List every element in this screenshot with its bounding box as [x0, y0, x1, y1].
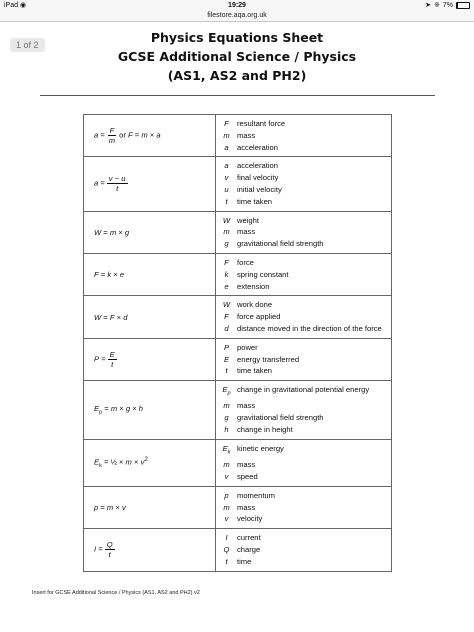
definition-text: energy transferred	[237, 354, 300, 364]
definition-symbol: v	[224, 514, 229, 524]
wifi-icon: ◉	[19, 2, 27, 9]
equation-row	[84, 296, 392, 338]
variable: a	[156, 130, 161, 140]
variable: g	[124, 227, 130, 237]
definition-item	[220, 384, 387, 400]
definition-symbol: E	[223, 354, 230, 364]
variable: t	[108, 550, 111, 560]
definition-symbol: m	[223, 227, 230, 237]
definition-item	[220, 118, 387, 130]
variable: P	[94, 354, 100, 364]
variable: E	[94, 457, 100, 467]
equation-row	[84, 381, 392, 440]
equation-definitions	[216, 296, 392, 338]
equation-formula: F = k × e	[84, 253, 216, 295]
definition-symbol: W	[222, 215, 231, 225]
equation-definitions	[216, 115, 392, 157]
pdf-viewer[interactable]	[0, 22, 474, 632]
definition-item	[220, 532, 387, 544]
equation-formula: P = $\frac{E}{t}$	[84, 338, 216, 380]
definition-symbol: t	[225, 366, 228, 376]
equation-row	[84, 529, 392, 571]
definition-text: kinetic energy	[237, 443, 284, 453]
definition-text: charge	[237, 544, 261, 554]
definition-symbol: m	[223, 401, 230, 411]
fraction-denominator	[107, 550, 113, 559]
status-bar	[0, 0, 474, 11]
definition-text: force applied	[237, 312, 281, 322]
equation-formula: $E_k$ = ½ × $m \times v^2$	[84, 439, 216, 486]
equation-row	[84, 253, 392, 295]
doc-title: Physics Equations Sheet	[150, 30, 324, 45]
definition-item	[220, 342, 387, 354]
variable: F	[94, 270, 99, 280]
definition-text: power	[237, 342, 258, 352]
variable: g	[125, 404, 131, 414]
definition-text: velocity	[237, 514, 263, 524]
equation-definitions	[216, 486, 392, 528]
doc-footer: Insert for GCSE Additional Science / Physics (AS1, AS2 and PH2) v2	[32, 590, 200, 596]
location-icon: ➤	[425, 2, 431, 9]
definition-text: acceleration	[237, 142, 278, 152]
definition-symbol: d	[224, 323, 229, 333]
variable: t	[116, 184, 119, 194]
definition-text: mass	[237, 401, 256, 411]
definition-item	[220, 354, 387, 366]
definition-text: gravitational field strength	[237, 239, 324, 249]
definition-symbol: g	[224, 413, 229, 423]
equation-formula: $E_p = m \times g \times h$	[84, 381, 216, 440]
equation-row	[84, 115, 392, 157]
definition-text: mass	[237, 227, 256, 237]
definition-symbol: Q	[223, 544, 230, 554]
definition-symbol: m	[223, 502, 230, 512]
definition-item	[220, 424, 387, 436]
definition-item	[220, 238, 387, 250]
variable: v	[121, 502, 126, 512]
definition-item	[220, 311, 387, 323]
definition-item	[220, 269, 387, 281]
definition-symbol: h	[224, 425, 229, 435]
variable: I	[94, 544, 97, 554]
definition-text: time taken	[237, 196, 273, 206]
definition-text: speed	[237, 471, 258, 481]
variable: d	[123, 312, 128, 322]
title-divider	[40, 95, 435, 96]
status-right	[425, 0, 470, 11]
variable: a	[94, 178, 99, 188]
superscript: 2	[144, 456, 148, 464]
equation-formula: W = m × g	[84, 211, 216, 253]
equation-formula: I = $\frac{Q}{t}$	[84, 529, 216, 571]
subscript: p	[227, 390, 231, 397]
subscript: k	[227, 449, 231, 456]
definition-item	[220, 459, 387, 471]
definition-symbol: F	[224, 312, 229, 322]
definition-item	[220, 172, 387, 184]
variable: m	[125, 457, 132, 467]
variable: v	[140, 457, 145, 467]
definition-symbol: F	[224, 119, 229, 128]
definition-item	[220, 412, 387, 424]
equation-row	[84, 486, 392, 528]
subscript: k	[99, 463, 102, 470]
fraction	[107, 126, 117, 145]
equation-row	[84, 439, 392, 486]
variable: h	[138, 404, 143, 414]
definition-text: momentum	[237, 490, 275, 500]
bluetooth-icon: ※	[434, 2, 440, 9]
definition-item	[220, 281, 387, 293]
equation-formula: a = $\frac{F}{m}$ or F = m × a	[84, 115, 216, 157]
fraction-denominator	[109, 360, 115, 369]
variable: F	[109, 312, 115, 322]
definition-item	[220, 160, 387, 172]
variable: p	[94, 502, 99, 512]
battery-percent: 7%	[442, 2, 453, 9]
definition-text: change in gravitational potential energy	[237, 385, 370, 395]
fraction-numerator	[105, 540, 115, 550]
page-indicator: 1 of 2	[10, 38, 45, 52]
fraction	[108, 350, 117, 369]
definition-item	[220, 544, 387, 556]
equation-definitions	[216, 338, 392, 380]
definition-text: current	[237, 533, 261, 543]
clock: 19:29	[228, 2, 246, 9]
definition-item	[220, 490, 387, 502]
definition-item	[220, 400, 387, 412]
definition-item	[220, 215, 387, 227]
fraction-numerator	[108, 126, 117, 136]
equation-definitions	[216, 253, 392, 295]
equation-formula: p = m × v	[84, 486, 216, 528]
variable: W	[94, 312, 102, 322]
equation-definitions	[216, 381, 392, 440]
definition-item	[220, 556, 387, 568]
definition-text: initial velocity	[237, 184, 282, 194]
variable: m	[109, 227, 117, 237]
variable: Q	[106, 540, 113, 550]
battery-fill	[457, 3, 458, 8]
variable: F	[128, 130, 133, 140]
definition-symbol: W	[222, 300, 231, 310]
definition-text: time taken	[237, 366, 273, 376]
definition-item	[220, 471, 387, 483]
definition-text: resultant force	[237, 119, 286, 128]
definition-item	[220, 142, 387, 154]
equation-definitions	[216, 211, 392, 253]
definition-text: gravitational field strength	[237, 413, 324, 423]
url-text[interactable]: filestore.aqa.org.uk	[207, 12, 267, 19]
definition-symbol: $E_k$	[222, 443, 231, 456]
definition-symbol: p	[224, 490, 229, 500]
definition-text: work done	[237, 300, 273, 310]
fraction-numerator	[108, 350, 117, 360]
fraction-denominator	[107, 136, 117, 145]
definition-symbol: v	[224, 173, 229, 183]
equation-row	[84, 211, 392, 253]
definition-symbol: F	[224, 257, 229, 267]
variable: v	[108, 174, 113, 184]
definition-text: mass	[237, 460, 256, 470]
definition-text: mass	[237, 130, 256, 140]
definition-item	[220, 513, 387, 525]
definition-symbol: a	[224, 142, 229, 152]
equation-formula: a = $\frac{v - u}{t}$	[84, 157, 216, 211]
definition-item	[220, 323, 387, 335]
definition-item	[220, 257, 387, 269]
definition-item	[220, 443, 387, 459]
url-bar[interactable]	[0, 11, 474, 22]
definition-symbol: $E_p$	[222, 385, 231, 397]
variable: e	[119, 270, 125, 280]
equation-definitions	[216, 529, 392, 571]
variable: F	[109, 126, 115, 136]
definition-symbol: u	[224, 184, 229, 194]
battery-icon	[456, 2, 470, 9]
variable: m	[141, 130, 148, 140]
definition-text: distance moved in the direction of the force	[237, 323, 382, 333]
variable: k	[107, 270, 112, 280]
definition-text: final velocity	[237, 173, 279, 183]
definition-item	[220, 130, 387, 142]
definition-symbol: k	[224, 269, 229, 279]
definition-symbol: I	[225, 533, 228, 543]
definition-symbol: m	[223, 460, 230, 470]
definition-item	[220, 502, 387, 514]
definition-symbol: m	[223, 130, 230, 140]
equations-table	[83, 114, 392, 572]
fraction	[107, 174, 128, 193]
variable: u	[121, 174, 126, 184]
equation-formula: W = F × d	[84, 296, 216, 338]
equation-definitions	[216, 439, 392, 486]
definition-item	[220, 365, 387, 377]
definition-text: extension	[237, 281, 270, 291]
device-name: iPad	[4, 2, 19, 9]
doc-subtitle-codes: (AS1, AS2 and PH2)	[167, 68, 307, 83]
definition-text: weight	[237, 215, 259, 225]
variable: W	[94, 227, 102, 237]
definition-text: acceleration	[237, 161, 278, 171]
variable: m	[106, 502, 114, 512]
equation-definitions	[216, 157, 392, 211]
definition-text: change in height	[237, 425, 293, 435]
definition-item	[220, 299, 387, 311]
definition-text: force	[237, 257, 254, 267]
definition-text: time	[237, 556, 252, 566]
variable: t	[111, 359, 114, 369]
doc-subtitle: GCSE Additional Science / Physics	[117, 49, 357, 64]
definition-text: spring constant	[237, 269, 289, 279]
variable: m	[108, 136, 116, 146]
fraction-denominator	[114, 184, 120, 193]
fraction-numerator: v − u	[108, 174, 126, 184]
definition-symbol: a	[224, 161, 229, 171]
definition-item	[220, 226, 387, 238]
variable: E	[94, 404, 100, 414]
definition-symbol: e	[224, 281, 229, 291]
definition-symbol: v	[224, 471, 229, 481]
fraction	[105, 540, 115, 559]
definition-symbol: t	[225, 196, 228, 206]
variable: m	[110, 404, 118, 414]
definition-symbol: t	[225, 556, 228, 566]
variable: E	[109, 349, 115, 359]
definition-text: mass	[237, 502, 256, 512]
equation-row	[84, 157, 392, 211]
definition-item	[220, 184, 387, 196]
definition-symbol: P	[223, 342, 230, 352]
variable: a	[94, 130, 99, 140]
definition-symbol: g	[224, 239, 229, 249]
equation-row	[84, 338, 392, 380]
subscript: p	[99, 409, 103, 416]
definition-item	[220, 196, 387, 208]
